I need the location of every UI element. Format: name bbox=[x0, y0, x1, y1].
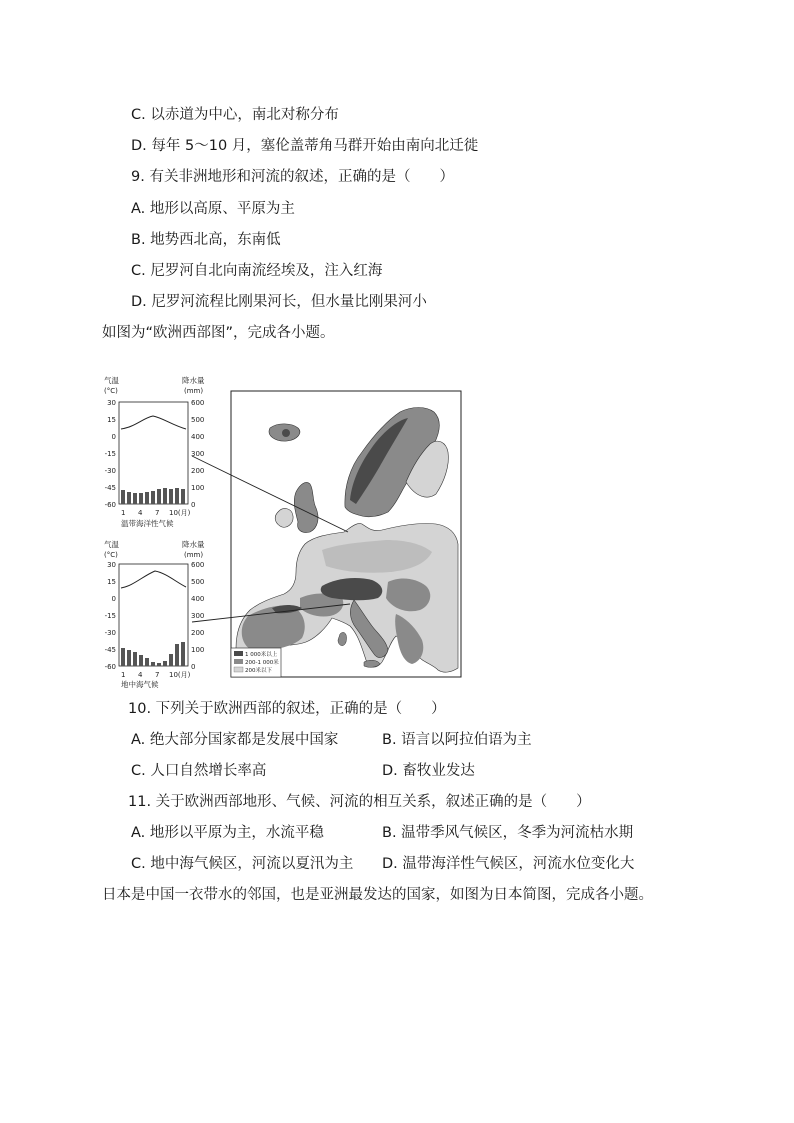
chart2-temp-unit: (°C) bbox=[104, 551, 118, 559]
chart1-month-tick: 4 bbox=[138, 509, 143, 517]
chart2-precip-tick: 300 bbox=[191, 612, 205, 620]
chart1-temp-tick: 30 bbox=[107, 399, 116, 407]
chart1-precip-tick: 400 bbox=[191, 433, 205, 441]
chart1-precip-tick: 300 bbox=[191, 450, 205, 458]
chart2-precip-unit: (mm) bbox=[184, 551, 204, 559]
chart2-precip-tick: 400 bbox=[191, 595, 205, 603]
q11-stem: 11. 关于欧洲西部地形、气候、河流的相互关系，叙述正确的是（ ） bbox=[128, 794, 591, 810]
chart1-caption: 温带海洋性气候 bbox=[121, 519, 174, 528]
q9-option-d: D. 尼罗河流程比刚果河长，但水量比刚果河小 bbox=[131, 294, 427, 310]
chart2-temp-tick: -30 bbox=[104, 629, 116, 637]
map-legend bbox=[231, 648, 281, 677]
q10-option-a: A. 绝大部分国家都是发展中国家 bbox=[131, 732, 339, 748]
chart1-month-tick: 1 bbox=[121, 509, 126, 517]
climate-chart-oceanic bbox=[104, 375, 205, 528]
chart1-temp-tick: 0 bbox=[111, 433, 116, 441]
chart1-temp-tick: -15 bbox=[104, 450, 116, 458]
chart2-precip-tick: 200 bbox=[191, 629, 205, 637]
chart2-precip-tick: 0 bbox=[191, 663, 196, 671]
chart1-precip-tick: 500 bbox=[191, 416, 205, 424]
q9-stem: 9. 有关非洲地形和河流的叙述，正确的是（ ） bbox=[131, 169, 454, 185]
chart2-temp-tick: 15 bbox=[107, 578, 116, 586]
chart2-precip-tick: 100 bbox=[191, 646, 205, 654]
chart1-temp-unit: (°C) bbox=[104, 387, 118, 395]
chart2-temp-tick: -15 bbox=[104, 612, 116, 620]
climate-chart-mediterranean bbox=[104, 539, 205, 689]
chart2-month-tick: 10(月) bbox=[169, 671, 191, 679]
chart1-precip-tick: 0 bbox=[191, 501, 196, 509]
chart2-temp-tick: 0 bbox=[111, 595, 116, 603]
chart2-temp-tick: -45 bbox=[104, 646, 116, 654]
q10-option-c: C. 人口自然增长率高 bbox=[131, 763, 267, 779]
q9-option-b: B. 地势西北高，东南低 bbox=[131, 232, 281, 248]
q11-option-b: B. 温带季风气候区，冬季为河流枯水期 bbox=[382, 825, 634, 841]
chart2-precip-tick: 600 bbox=[191, 561, 205, 569]
europe-figure-svg bbox=[100, 372, 470, 690]
q9-option-c: C. 尼罗河自北向南流经埃及，注入红海 bbox=[131, 263, 383, 279]
europe-figure bbox=[100, 372, 470, 690]
chart1-temp-tick: -45 bbox=[104, 484, 116, 492]
q11-option-d: D. 温带海洋性气候区，河流水位变化大 bbox=[382, 856, 635, 872]
chart1-temp-label: 气温 bbox=[104, 376, 119, 385]
q9-option-a: A. 地形以高原、平原为主 bbox=[131, 201, 295, 217]
chart2-month-tick: 4 bbox=[138, 671, 143, 679]
chart1-temp-tick: -30 bbox=[104, 467, 116, 475]
chart2-precip-label: 降水量 bbox=[182, 540, 205, 549]
chart2-month-tick: 7 bbox=[155, 671, 160, 679]
legend-high: 1 000米以上 bbox=[245, 652, 278, 658]
q11-option-a: A. 地形以平原为主，水流平稳 bbox=[131, 825, 324, 841]
chart2-caption: 地中海气候 bbox=[121, 680, 159, 689]
chart2-temp-label: 气温 bbox=[104, 540, 119, 549]
q10-option-d: D. 畜牧业发达 bbox=[382, 763, 475, 779]
japan-intro: 日本是中国一衣带水的邻国，也是亚洲最发达的国家，如图为日本简图，完成各小题。 bbox=[102, 887, 653, 903]
legend-mid: 200-1 000米 bbox=[245, 660, 279, 666]
chart1-temp-tick: 15 bbox=[107, 416, 116, 424]
chart1-temp-tick: -60 bbox=[104, 501, 116, 509]
q8-option-d: D. 每年 5～10 月，塞伦盖蒂角马群开始由南向北迁徙 bbox=[131, 138, 479, 154]
chart1-precip-tick: 100 bbox=[191, 484, 205, 492]
q11-option-c: C. 地中海气候区，河流以夏汛为主 bbox=[131, 856, 354, 872]
chart1-month-tick: 7 bbox=[155, 509, 160, 517]
chart1-precip-label: 降水量 bbox=[182, 376, 205, 385]
chart2-month-tick: 1 bbox=[121, 671, 126, 679]
legend-low: 200米以下 bbox=[245, 668, 272, 674]
q10-option-b: B. 语言以阿拉伯语为主 bbox=[382, 732, 532, 748]
chart2-temp-tick: 30 bbox=[107, 561, 116, 569]
chart1-precip-tick: 200 bbox=[191, 467, 205, 475]
chart1-precip-tick: 600 bbox=[191, 399, 205, 407]
q10-stem: 10. 下列关于欧洲西部的叙述，正确的是（ ） bbox=[128, 701, 446, 717]
q8-option-c: C. 以赤道为中心，南北对称分布 bbox=[131, 107, 339, 123]
chart2-precip-tick: 500 bbox=[191, 578, 205, 586]
europe-intro: 如图为“欧洲西部图”，完成各小题。 bbox=[102, 325, 335, 341]
europe-map bbox=[192, 391, 461, 677]
chart2-temp-tick: -60 bbox=[104, 663, 116, 671]
chart1-month-tick: 10(月) bbox=[169, 509, 191, 517]
chart1-precip-unit: (mm) bbox=[184, 387, 204, 395]
